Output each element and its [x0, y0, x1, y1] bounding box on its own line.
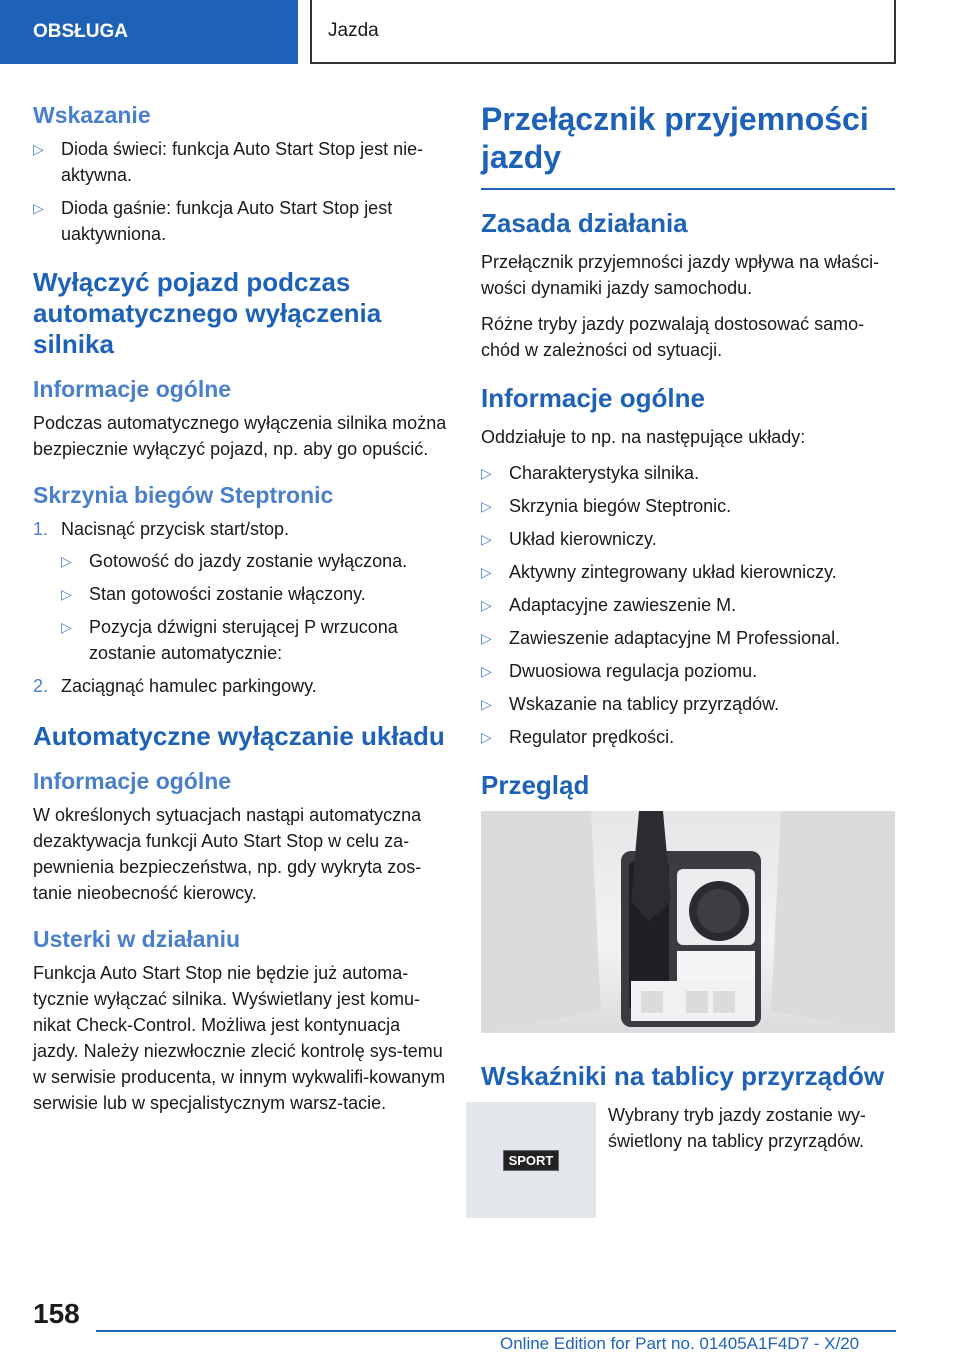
heading-zasada: Zasada działania — [481, 208, 688, 238]
triangle-right-icon: ▷ — [61, 586, 72, 602]
list-item: ▷ Gotowość do jazdy zostanie wyłączona. — [61, 548, 447, 574]
triangle-right-icon: ▷ — [481, 729, 492, 745]
list-item: ▷ Układ kierowniczy. — [481, 526, 895, 552]
step-number: 2. — [33, 676, 49, 696]
paragraph-zasada-2: Różne tryby jazdy pozwalają dostosować samo-chód w zależności od sytuacji. — [481, 314, 865, 360]
list-item: ▷ Wskazanie na tablicy przyrządów. — [481, 691, 895, 717]
header-section-tab: OBSŁUGA — [0, 0, 298, 64]
heading-wskazanie: Wskazanie — [33, 102, 151, 128]
step-number: 1. — [33, 519, 49, 539]
footer-rule — [96, 1330, 896, 1332]
triangle-right-icon: ▷ — [481, 531, 492, 547]
triangle-right-icon: ▷ — [61, 553, 72, 569]
paragraph-info-2: W określonych sytuacjach nastąpi automatyczna dezaktywacja funkcji Auto Start Stop w celu za-pewnienia bezpieczeństwa, np. gdy wykryta zos-tanie nieobecność kierowcy. — [33, 805, 422, 903]
step1-sublist — [61, 548, 447, 666]
triangle-right-icon: ▷ — [481, 564, 492, 580]
sport-indicator-image — [466, 1102, 596, 1218]
footer-edition: Online Edition for Part no. 01405A1F4D7 - X/20 — [500, 1334, 860, 1353]
step-item: 1. Nacisnąć przycisk start/stop. ▷ Gotowość do jazdy zostanie wyłączona. ▷ Stan gotowości zostanie włączony. ▷ Pozycja dźwigni sterującej P wrzucona zostanie automatycznie: — [33, 516, 447, 666]
heading-info-1: Informacje ogólne — [33, 376, 232, 402]
paragraph-info-1: Podczas automatycznego wyłączenia silnika można bezpiecznie wyłączyć pojazd, np. aby go opuścić. — [33, 413, 447, 459]
triangle-right-icon: ▷ — [481, 597, 492, 613]
triangle-right-icon: ▷ — [33, 141, 44, 157]
list-item: ▷ Regulator prędkości. — [481, 724, 895, 750]
heading-usterki: Usterki w działaniu — [33, 926, 241, 952]
list-item: ▷ Adaptacyjne zawieszenie M. — [481, 592, 895, 618]
heading-automatyczne: Automatyczne wyłączanie układu — [33, 721, 445, 751]
triangle-right-icon: ▷ — [481, 696, 492, 712]
list-item: ▷ Stan gotowości zostanie włączony. — [61, 581, 447, 607]
wskazanie-list — [33, 136, 447, 247]
list-item: ▷ Dwuosiowa regulacja poziomu. — [481, 658, 895, 684]
triangle-right-icon: ▷ — [481, 498, 492, 514]
right-column — [481, 100, 895, 1218]
chapter-label: Jazda — [328, 20, 379, 41]
steptronic-steps — [33, 516, 447, 699]
section-rule — [481, 188, 895, 190]
systems-list — [481, 460, 895, 750]
triangle-right-icon: ▷ — [481, 465, 492, 481]
sport-mode-badge: SPORT — [503, 1150, 560, 1171]
paragraph-info-intro: Oddziałuje to np. na następujące układy: — [481, 427, 806, 447]
heading-steptronic: Skrzynia biegów Steptronic — [33, 482, 334, 508]
paragraph-usterki: Funkcja Auto Start Stop nie będzie już automa-tycznie wyłączać silnika. Wyświetlany jest komu-nikat Check-Control. Możliwa jest kontynuacja jazdy. Należy niezwłocznie zlecić kontrolę sys-temu w serwisie producenta, w innym wykwalifi-kowanym serwisie lub w specjalistycznym warsz-tacie. — [33, 963, 446, 1113]
list-item: ▷ Pozycja dźwigni sterującej P wrzucona zostanie automatycznie: — [61, 614, 447, 666]
page-number: 158 — [33, 1298, 80, 1329]
triangle-right-icon: ▷ — [481, 630, 492, 646]
triangle-right-icon: ▷ — [481, 663, 492, 679]
heading-przelacznik: Przełącznik przyjemności jazdy — [481, 101, 869, 175]
center-console-illustration — [481, 811, 895, 1033]
heading-wylaczyc: Wyłączyć pojazd podczas automatycznego wyłączenia silnika — [33, 267, 382, 359]
heading-wskazniki: Wskaźniki na tablicy przyrządów — [481, 1061, 885, 1091]
left-column — [33, 100, 447, 1126]
heading-info-2: Informacje ogólne — [33, 768, 232, 794]
list-item: ▷ Zawieszenie adaptacyjne M Professional. — [481, 625, 895, 651]
list-item: ▷ Aktywny zintegrowany układ kierowniczy. — [481, 559, 895, 585]
triangle-right-icon: ▷ — [61, 619, 72, 635]
header-chapter — [310, 0, 896, 64]
heading-info-right: Informacje ogólne — [481, 383, 705, 413]
paragraph-wskazniki: Wybrany tryb jazdy zostanie wy-świetlony na tablicy przyrządów. — [608, 1105, 866, 1151]
list-item: ▷ Dioda świeci: funkcja Auto Start Stop jest nie-aktywna. — [33, 136, 447, 188]
list-item: ▷ Skrzynia biegów Steptronic. — [481, 493, 895, 519]
paragraph-zasada-1: Przełącznik przyjemności jazdy wpływa na właści-wości dynamiki jazdy samochodu. — [481, 252, 880, 298]
indicator-row — [481, 1102, 895, 1218]
list-item: ▷ Dioda gaśnie: funkcja Auto Start Stop jest uaktywniona. — [33, 195, 447, 247]
step-item: 2. Zaciągnąć hamulec parkingowy. — [33, 673, 447, 699]
list-item: ▷ Charakterystyka silnika. — [481, 460, 895, 486]
heading-przeglad: Przegląd — [481, 770, 590, 800]
center-console-photo — [481, 811, 895, 1033]
triangle-right-icon: ▷ — [33, 200, 44, 216]
